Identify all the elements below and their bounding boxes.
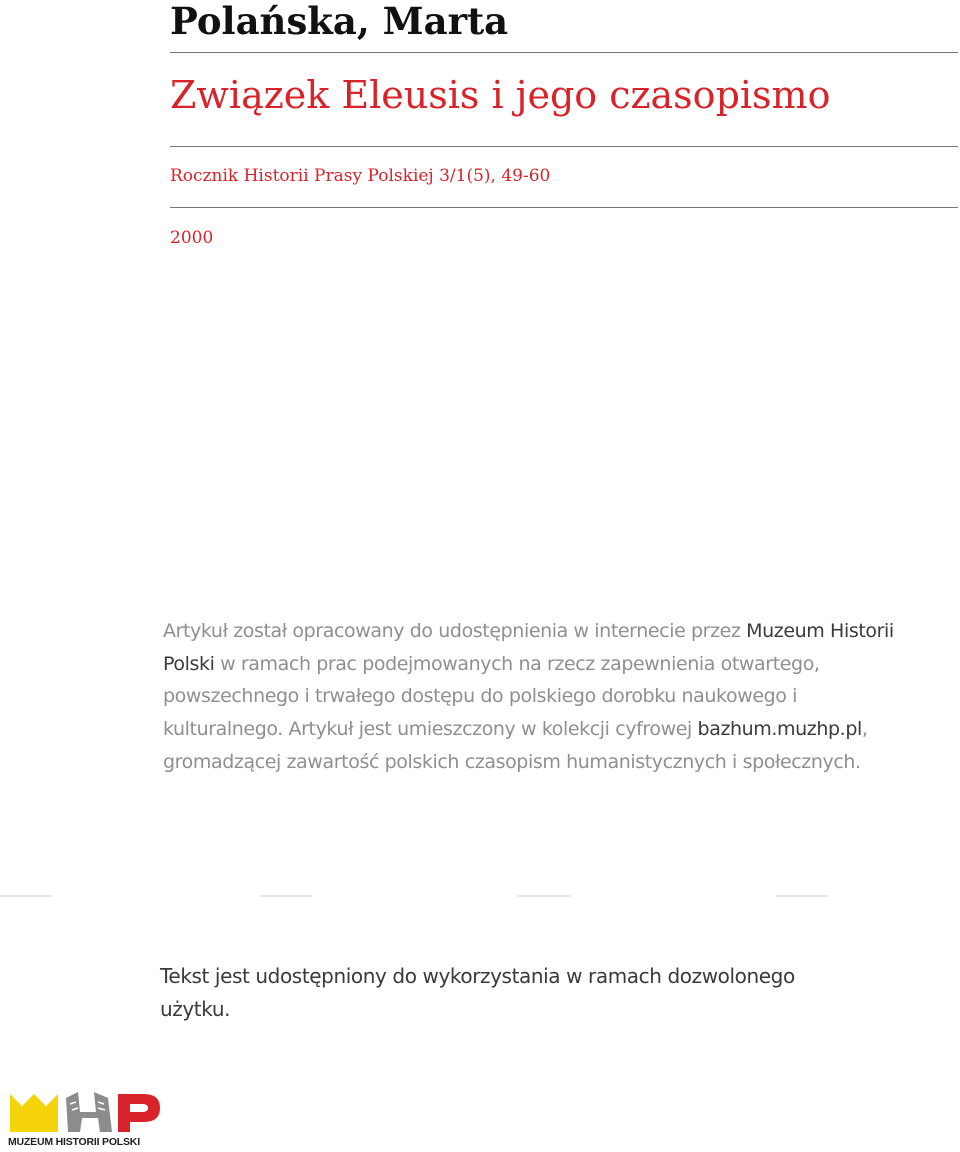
museum-logo-text: MUZEUM HISTORII POLSKI	[8, 1136, 140, 1148]
museum-logo-mhp-icon	[8, 1090, 168, 1136]
notice-text-3: , gromadzącej zawartość polskich czasopism humanistycznych i społecznych.	[163, 718, 868, 773]
journal-citation: Rocznik Historii Prasy Polskiej 3/1(5), 49-60	[170, 166, 551, 186]
separator-dash	[0, 895, 52, 897]
availability-notice	[163, 615, 903, 779]
header-divider-middle	[170, 146, 958, 147]
museum-name: Muzeum Historii Polski	[163, 620, 894, 675]
separator-dash	[260, 895, 312, 897]
header-divider-bottom	[170, 207, 958, 208]
publication-year: 2000	[170, 228, 214, 248]
license-statement: Tekst jest udostępniony do wykorzystania w ramach dozwolonego użytku.	[160, 964, 795, 1021]
notice-text-1: Artykuł został opracowany do udostępnienia w internecie przez	[163, 620, 747, 642]
museum-logo	[8, 1090, 168, 1152]
article-title: Związek Eleusis i jego czasopismo	[170, 73, 831, 117]
author-name: Polańska, Marta	[170, 0, 509, 43]
collection-site: bazhum.muzhp.pl	[697, 718, 862, 741]
separator-dashes	[0, 895, 960, 897]
separator-dash	[776, 895, 828, 897]
separator-dash	[518, 895, 570, 897]
notice-text-2: w ramach prac podejmowanych na rzecz zapewnienia otwartego, powszechnego i trwałego dostępu do polskiego dorobku naukowego i kulturalnego. Artykuł jest umieszczony w kolekcji cyfrowej	[163, 652, 820, 741]
header-divider-top	[170, 52, 958, 53]
